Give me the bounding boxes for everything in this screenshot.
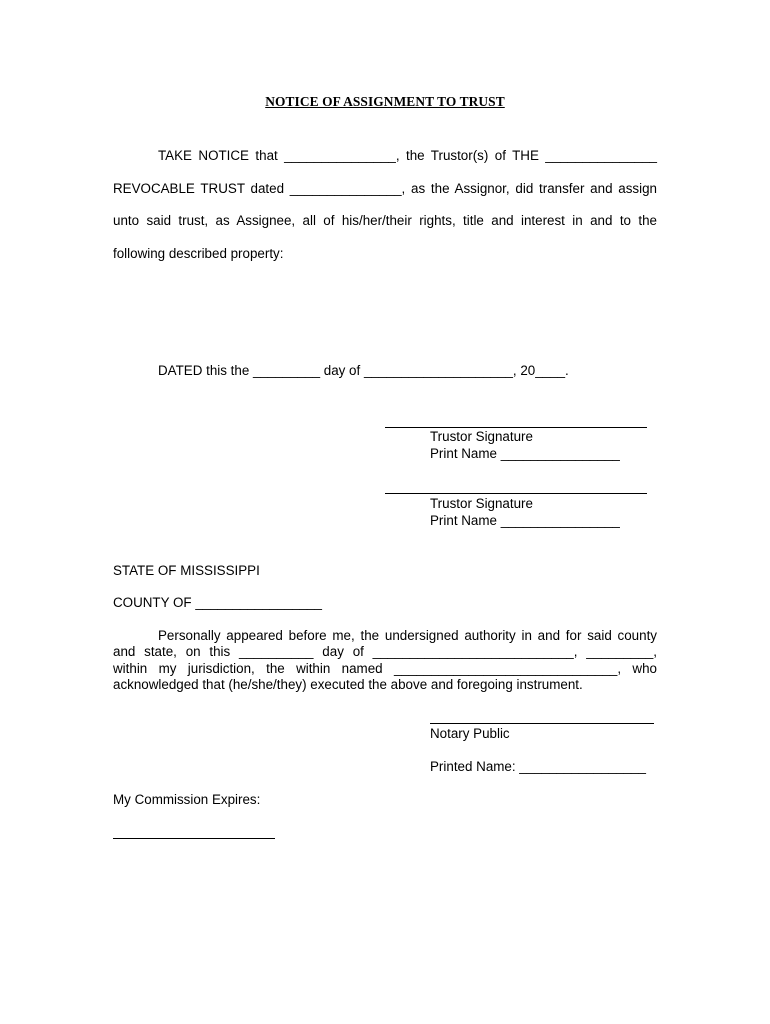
notary-printed-name: Printed Name: _________________ [430,759,646,774]
document-title: NOTICE OF ASSIGNMENT TO TRUST [265,94,505,109]
ack-line-1: Personally appeared before me, the undersigned authority in and for said county [158,628,657,643]
ack-line-3: within my jurisdiction, the within named ______________________________, who [113,661,657,676]
print-name-line-2: Print Name ________________ [430,513,620,528]
ack-line-2: and state, on this __________ day of ___________________________, _________, [113,644,657,659]
notice-line-2: REVOCABLE TRUST dated _______________, as the Assignor, did transfer and assign [113,181,657,196]
notice-line-4: following described property: [113,246,284,261]
notice-line-3: unto said trust, as Assignee, all of his/her/their rights, title and interest in and to the [113,213,657,228]
notice-line-1: TAKE NOTICE that _______________, the Trustor(s) of THE _______________ [158,148,657,163]
trustor-signature-label-1: Trustor Signature [430,429,533,444]
commission-expires-label: My Commission Expires: [113,792,261,807]
trustor-signature-label-2: Trustor Signature [430,496,533,511]
print-name-line-1: Print Name ________________ [430,446,620,461]
commission-expires-line [113,838,275,839]
signature-line-2 [385,493,647,494]
ack-line-4: acknowledged that (he/she/they) executed the above and foregoing instrument. [113,677,583,692]
notary-signature-line [430,723,654,724]
county-line: COUNTY OF _________________ [113,595,322,610]
notary-public-label: Notary Public [430,726,510,741]
dated-line: DATED this the _________ day of ____________________, 20____. [158,363,569,378]
state-line: STATE OF MISSISSIPPI [113,563,260,578]
